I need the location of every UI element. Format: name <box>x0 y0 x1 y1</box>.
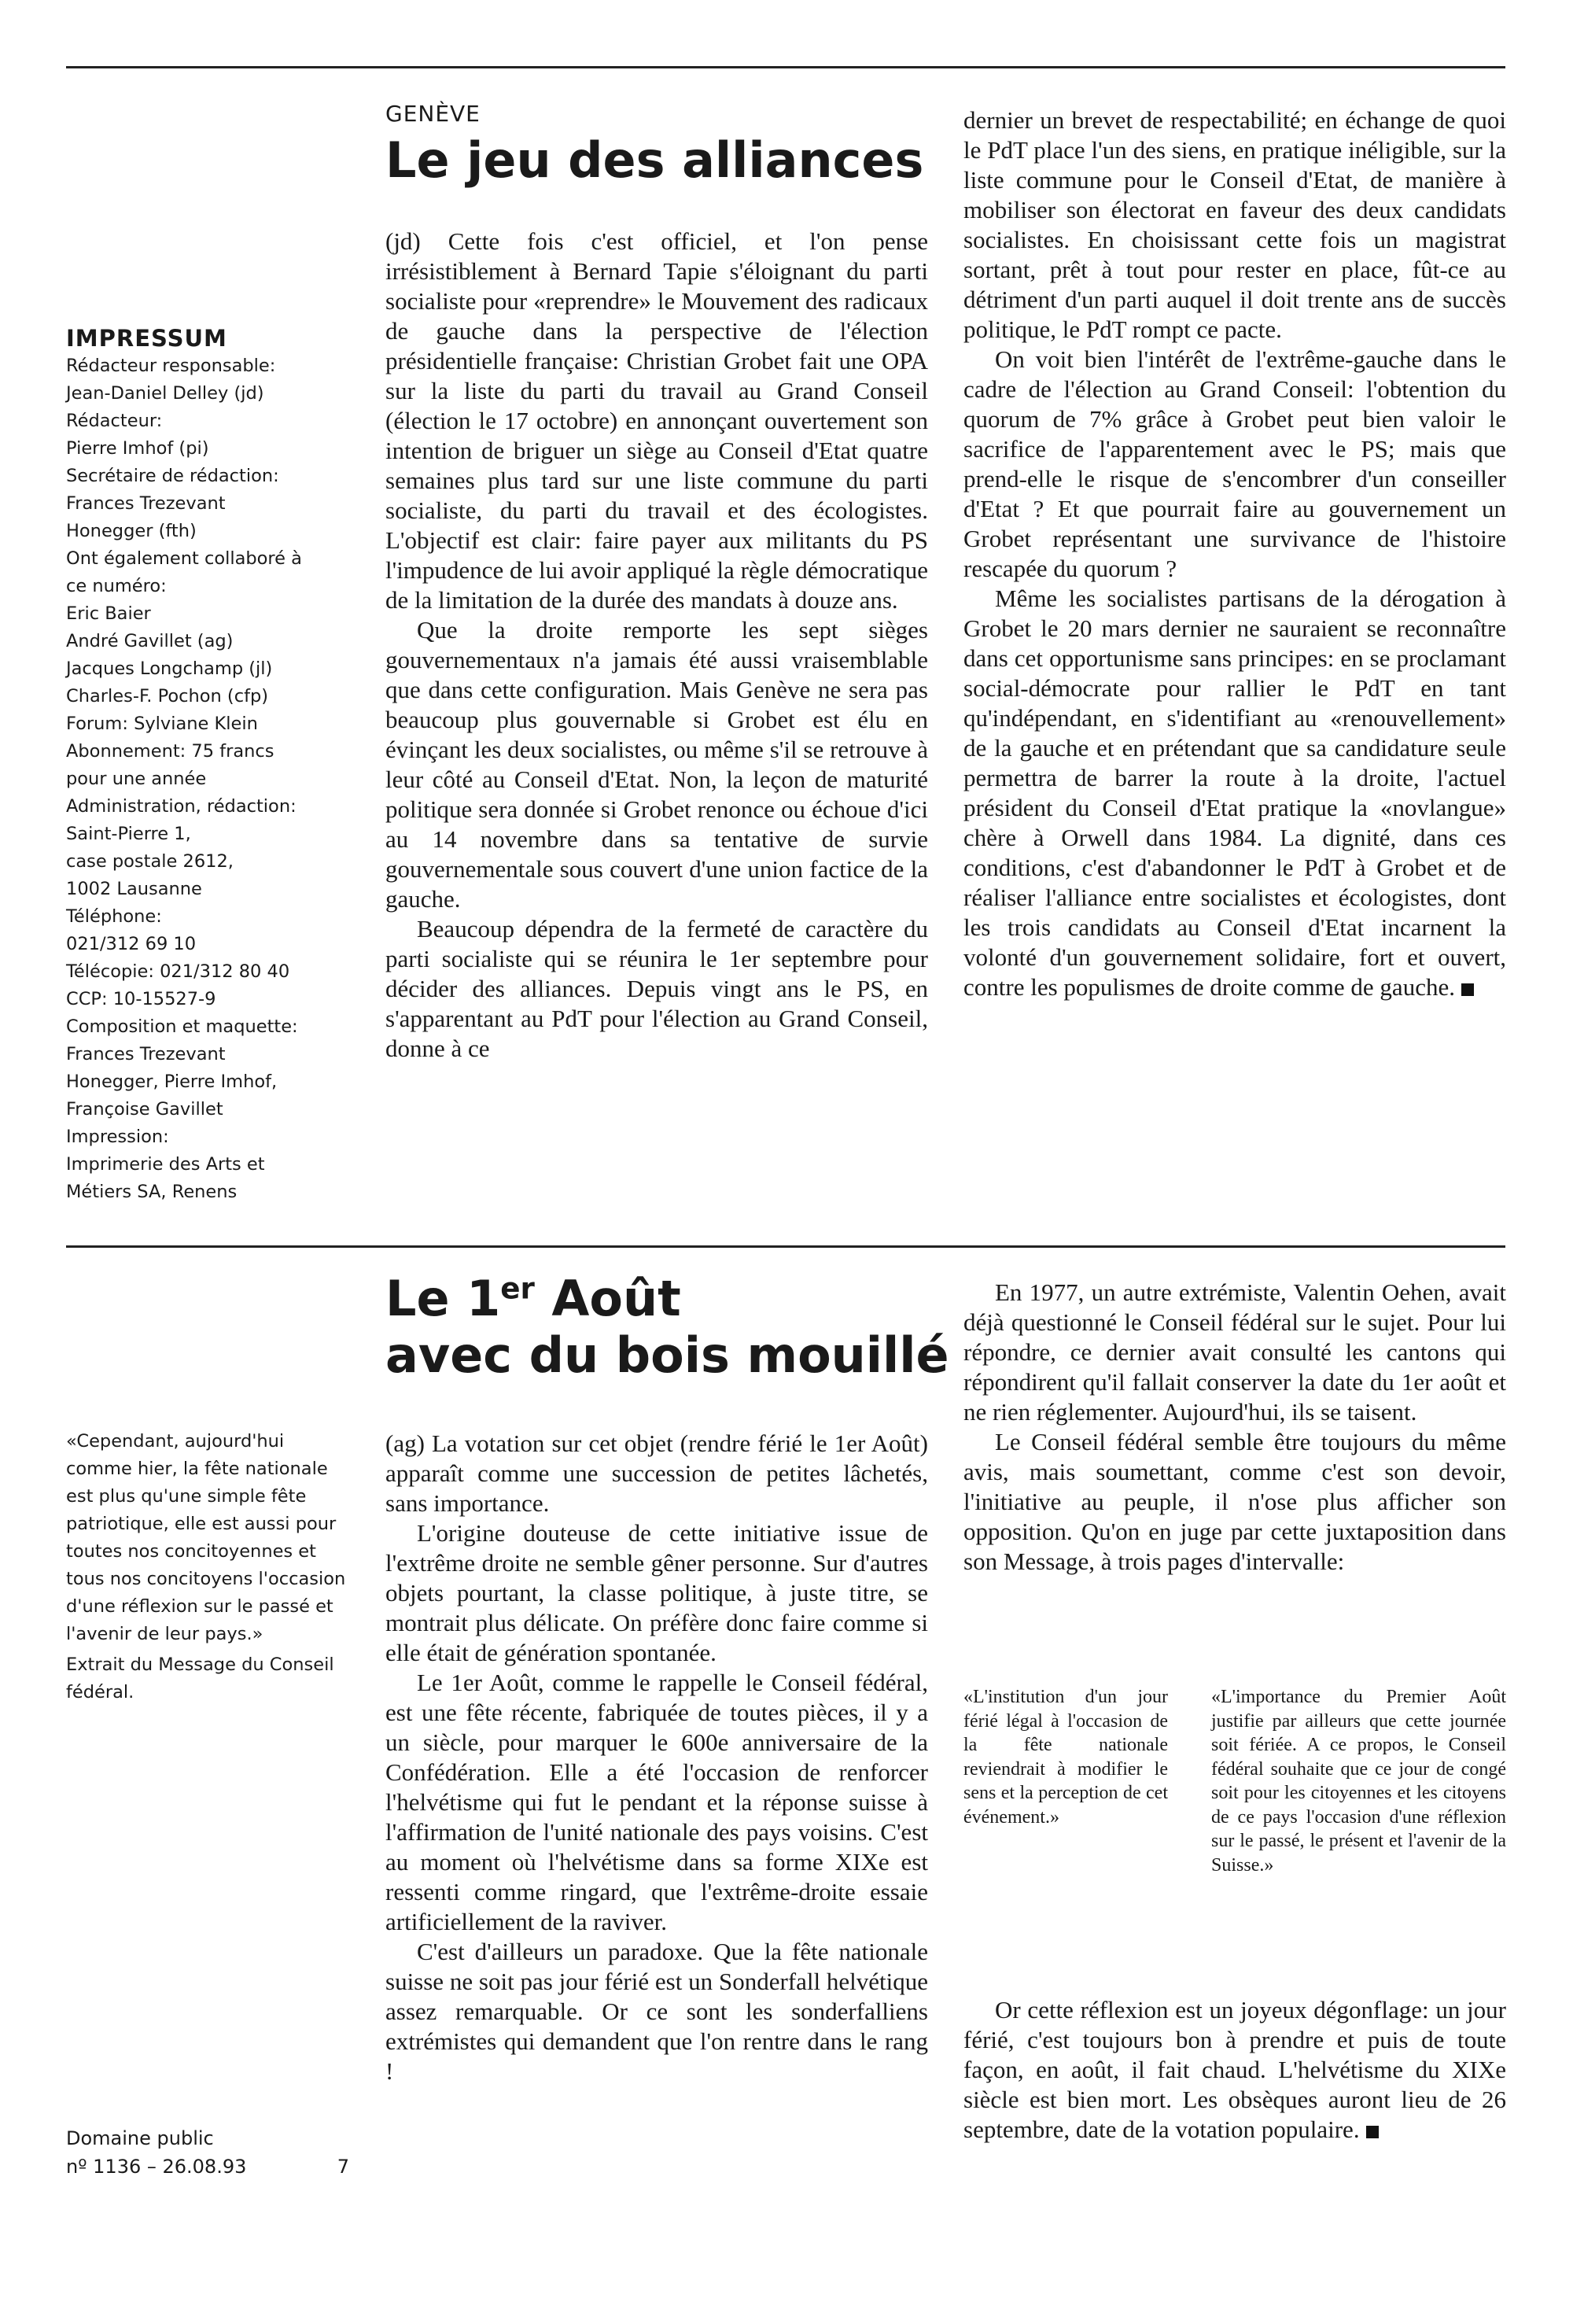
page-number: 7 <box>337 2156 349 2178</box>
impressum-line: Téléphone: <box>66 906 162 927</box>
impressum-line: Imprimerie des Arts et <box>66 1154 265 1175</box>
article1-col1-paragraph: Beaucoup dépendra de la fermeté de caractère du parti socialiste qui se réunira le 1er septembre pour décider des alliances. Depuis vingt ans le PS, en s'apparentant au PdT pour l'élection au Grand Conseil, donne à ce <box>385 915 928 1062</box>
impressum <box>66 325 365 1206</box>
impressum-title: IMPRESSUM <box>66 325 227 352</box>
impressum-line: Eric Baier <box>66 603 151 624</box>
article2-title-post: Août <box>534 1270 681 1327</box>
article2-closing-text: Or cette réflexion est un joyeux dégonflage: un jour férié, c'est toujours bon à prendre et puis de toute façon, en août, il fait chaud. L'helvétisme du XIXe siècle est bien mort. Les obsèques auront lieu de 26 septembre, date de la votation populaire. <box>963 1996 1506 2143</box>
article2-col1-paragraph: Le 1er Août, comme le rappelle le Conseil fédéral, est une fête récente, fabriquée de toutes pièces, il y a un siècle, pour marquer le 600e anniversaire de la Confédération. Elle a été l'occasion de renforcer l'helvétisme qui fut le pendant et la réponse suisse à l'affirmation de l'unité nationale des pays voisins. C'est au moment où l'helvétisme dans sa forme XIXe est ressenti comme ringard, que l'extrême-droite essaie artificiellement de la raviver. <box>385 1669 928 1935</box>
article1-col2-paragraph-text: Même les socialistes partisans de la dérogation à Grobet le 20 mars dernier ne sauraient se reconnaître dans cet opportunisme sans principes: en se proclamant social-démocrate pour rallier le PdT en tant qu'indépendant, en s'identifiant au «renouvellement» de la gauche et en prétendant que sa candidature seule permettra de barrer la route à la droite, l'actuel président du Conseil d'Etat pratique la «novlangue» chère à Orwell dans 1984. La dignité, dans ces conditions, c'est d'abandonner le PdT à Grobet et de réaliser l'alliance entre socialistes et écologistes, dont les trois candidats au Conseil d'Etat incarnent la volonté d'un gouvernement solidaire, fort et ouvert, contre les populismes de droite comme de gauche. <box>963 585 1506 1001</box>
article2-col1-paragraph: L'origine douteuse de cette initiative issue de l'extrême droite ne semble gêner personne. Sur d'autres objets pourtant, la classe politique, à juste titre, se montrait plus délicate. On préfère donc faire comme si elle était de génération spontanée. <box>385 1519 928 1666</box>
impressum-line: Administration, rédaction: <box>66 796 297 817</box>
impressum-lines <box>66 352 365 1206</box>
sidebar-quote <box>66 1428 349 1706</box>
impressum-line: Abonnement: 75 francs <box>66 741 274 762</box>
sidebar-quote-source: Extrait du Message du Conseil fédéral. <box>66 1654 334 1702</box>
article2-col2-paragraph: Le Conseil fédéral semble être toujours du même avis, mais soumettant, comme c'est son devoir, l'initiative au peuple, il n'ose plus afficher son opposition. Qu'on en juge par cette juxtaposition dans son Message, à trois pages d'intervalle: <box>963 1428 1506 1575</box>
impressum-line: Jean-Daniel Delley (jd) <box>66 383 264 404</box>
article1-col2-paragraph-last <box>963 584 1506 1002</box>
impressum-line: Honegger, Pierre Imhof, <box>66 1072 278 1092</box>
impressum-line: Pierre Imhof (pi) <box>66 438 209 459</box>
impressum-line: Rédacteur: <box>66 411 163 431</box>
impressum-line: Saint-Pierre 1, <box>66 824 191 844</box>
impressum-line: Jacques Longchamp (jl) <box>66 658 273 679</box>
impressum-line: Ont également collaboré à <box>66 548 302 569</box>
middle-rule <box>66 1245 1505 1248</box>
end-mark-icon <box>1366 2126 1379 2138</box>
article2-col2-paragraph: En 1977, un autre extrémiste, Valentin Oehen, avait déjà questionné le Conseil fédéral sur le sujet. Pour lui répondre, ce dernier avait consulté les cantons qui répondirent qu'il fallait conserver la date du 1er août et ne rien réglementer. Aujourd'hui, ils se taisent. <box>963 1278 1506 1426</box>
article2-closing <box>963 1995 1506 2145</box>
impressum-line: 021/312 69 10 <box>66 934 197 954</box>
quote-right: «L'importance du Premier Août justifie par ailleurs que cette journée soit fériée. A ce propos, le Conseil fédéral souhaite que ce jour de congé soit pour les citoyennes et les citoyens de ce pays l'occasion d'une réflexion sur le passé, le présent et l'avenir de la Suisse.» <box>1211 1687 1506 1876</box>
article1-column-2 <box>963 105 1506 1002</box>
article1-col1-paragraph: Que la droite remporte les sept sièges gouvernementaux n'a jamais été aussi vraisemblable que dans cette configuration. Mais Genève ne sera pas beaucoup plus gouvernable si Grobet est élu en évinçant les deux socialistes, ou même s'il se retrouve à leur côté au Conseil d'Etat. Non, la leçon de maturité politique sera donnée si Grobet renonce ou échoue d'ici au 14 novembre dans sa tentative de survie gouvernementale sous couvert d'une union factice de la gauche. <box>385 616 928 913</box>
article2-title-line2: avec du bois mouillé <box>385 1326 949 1384</box>
article1-col1-paragraph: (jd) Cette fois c'est officiel, et l'on pense irrésistiblement à Bernard Tapie s'éloignant du parti socialiste pour «reprendre» le Mouvement des radicaux de gauche dans la perspective de l'élection présidentielle française: Christian Grobet fait une OPA sur la liste du parti du travail au Grand Conseil (élection le 17 octobre) en annonçant ouvertement son intention de briguer un siège au Conseil d'Etat quatre semaines plus tard sur une liste commune du parti socialiste, du parti du travail et des écologistes. L'objectif est clair: faire payer aux militants du PS l'impudence de lui avoir appliqué la règle démocratique de la limitation de la durée des mandats à douze ans. <box>385 227 928 614</box>
article1-col2-paragraph: On voit bien l'intérêt de l'extrême-gauche dans le cadre de l'élection au Grand Conseil: l'obtention du quorum de 7% grâce à Grobet peut bien valoir le sacrifice de l'apparentement avec le PS; mais que prend-elle le risque de s'encombrer d'un conseiller d'Etat ? Et que pourrait faire au gouvernement un Grobet représentant une survivance de l'histoire rescapée du quorum ? <box>963 345 1506 582</box>
impressum-line: Françoise Gavillet <box>66 1099 223 1120</box>
footer-issue: nº 1136 – 26.08.93 <box>66 2156 247 2178</box>
impressum-line: Charles-F. Pochon (cfp) <box>66 686 269 706</box>
impressum-line: pour une année <box>66 769 207 789</box>
impressum-line: 1002 Lausanne <box>66 879 202 899</box>
article2-closing-paragraph <box>963 1995 1506 2145</box>
impressum-line: Forum: Sylviane Klein <box>66 714 258 734</box>
impressum-line: case postale 2612, <box>66 851 234 872</box>
article2-title-pre: Le 1 <box>385 1270 501 1327</box>
footer <box>66 2124 349 2181</box>
impressum-line: Frances Trezevant <box>66 1044 226 1064</box>
impressum-line: Honegger (fth) <box>66 521 197 541</box>
impressum-line: Frances Trezevant <box>66 493 226 514</box>
impressum-line: ce numéro: <box>66 576 167 596</box>
impressum-line: Composition et maquette: <box>66 1016 298 1037</box>
article2-column-1 <box>385 1429 928 2086</box>
impressum-line: Rédacteur responsable: <box>66 356 276 376</box>
article2-col1-paragraph: (ag) La votation sur cet objet (rendre férié le 1er Août) apparaît comme une succession de petites lâchetés, sans importance. <box>385 1429 928 1517</box>
footer-publication: Domaine public <box>66 2127 214 2149</box>
article1-col2-paragraph: dernier un brevet de respectabilité; en échange de quoi le PdT place l'un des siens, en pratique inéligible, sur la liste commune pour le Conseil d'Etat, de manière à mobiliser son électorat en faveur des deux candidats socialistes. En choisissant cette fois un magistrat sortant, prêt à tout pour rester en place, fût-ce au détriment d'un parti auquel il doit trente ans de succès politique, le PdT rompt ce pacte. <box>963 106 1506 343</box>
article1-column-1 <box>385 227 928 1064</box>
top-rule <box>66 66 1505 68</box>
impressum-line: Impression: <box>66 1127 169 1147</box>
article2-column-2 <box>963 1278 1506 1577</box>
impressum-line: Métiers SA, Renens <box>66 1182 238 1202</box>
sidebar-quote-text: «Cependant, aujourd'hui comme hier, la fête nationale est plus qu'une simple fête patriotique, elle est aussi pour toutes nos concitoyennes et tous nos concitoyens l'occasion d'une réflexion sur le passé et l'avenir de leur pays.» <box>66 1431 346 1644</box>
article2-title-sup: er <box>500 1271 535 1306</box>
impressum-line: André Gavillet (ag) <box>66 631 234 651</box>
quote-left: «L'institution d'un jour férié légal à l'occasion de la fête nationale reviendrait à modifier le sens et la perception de cet événement.» <box>963 1687 1168 1828</box>
impressum-line: CCP: 10-15527-9 <box>66 989 216 1009</box>
article2-col1-paragraph: C'est d'ailleurs un paradoxe. Que la fête nationale suisse ne soit pas jour férié est un Sonderfall helvétique assez remarquable. Or ce sont les sonderfalliens extrémistes qui demandent que l'on rentre dans le rang ! <box>385 1938 928 2085</box>
article1-title: Le jeu des alliances <box>385 131 924 189</box>
impressum-line: Télécopie: 021/312 80 40 <box>66 961 290 982</box>
article2-title <box>385 1271 949 1384</box>
article1-kicker: GENÈVE <box>385 101 481 127</box>
impressum-line: Secrétaire de rédaction: <box>66 466 279 486</box>
end-mark-icon <box>1461 983 1474 996</box>
